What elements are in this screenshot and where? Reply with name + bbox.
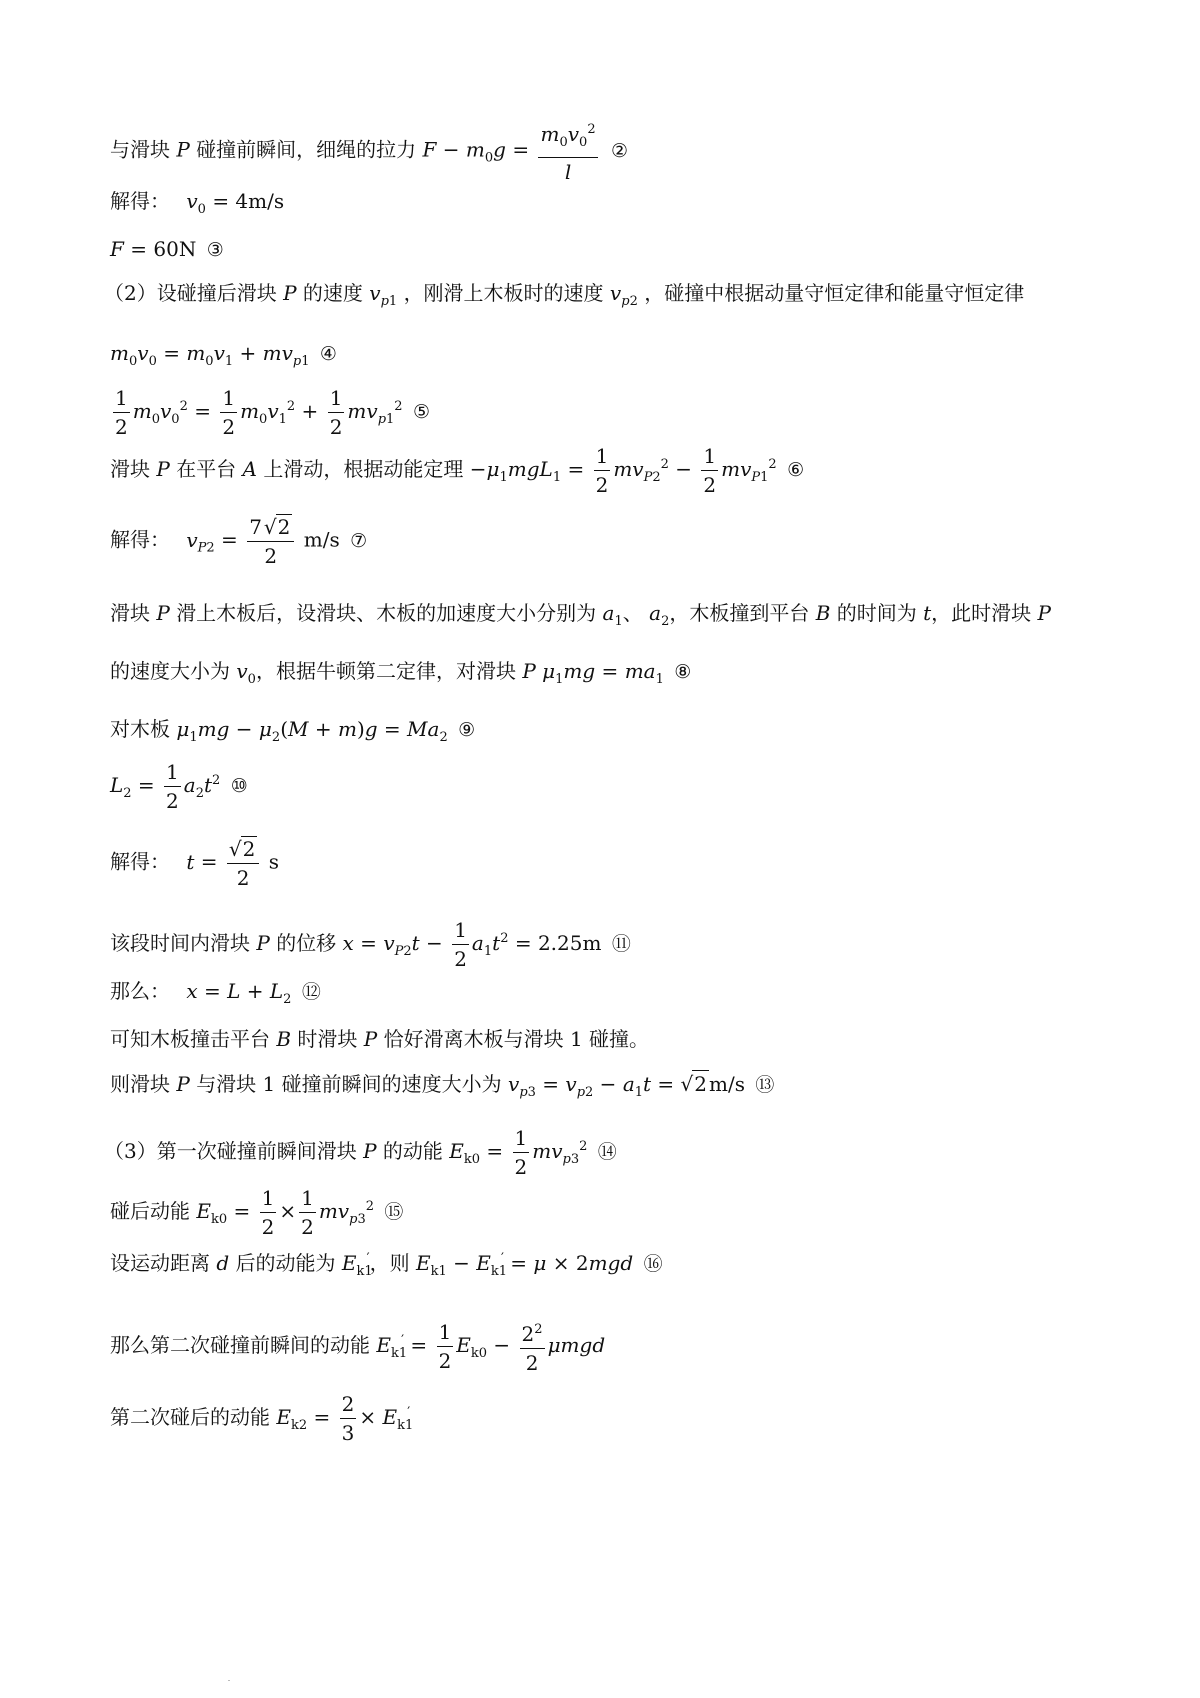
line-second-collision-after: 第二次碰后的动能 $E_{k2}$ = $\frac{2}{3}$ × $E_{k1}'$ <box>110 1392 414 1445</box>
equation-marker: ⑯ <box>643 1253 663 1275</box>
equation-marker: ⑪ <box>611 933 631 955</box>
line-part2-intro: （2）设碰撞后滑块 P 的速度 $v_{p1}$ ，刚滑上木板时的速度 $v_{p2}$ ，碰撞中根据动量守恒定律和能量守恒定律 <box>104 281 1025 309</box>
line-momentum-equation: $m_0v_0 = m_0v_1 + mv_{p1}$ ④ <box>110 341 337 369</box>
equation-marker: ⑦ <box>350 529 368 552</box>
line-energy-after-distance: 设运动距离 d 后的动能为 $E_{k1}'$，则 $E_{k1} - E_{k1}' = \mu \times 2mgd$ ⑯ <box>110 1251 663 1279</box>
line-newton-slider: 的速度大小为 $v_0$，根据牛顿第二定律，对滑块 P $\mu_1mg = ma_1$ ⑧ <box>110 659 692 687</box>
line-second-collision-before: 那么第二次碰撞前瞬间的动能 $E_{k1}'$ = $\frac{1}{2}$ $E_{k0}$ − $\frac{2^2}{2}$ μmgd <box>110 1320 606 1375</box>
line-solve-v0: 解得： $v_0 = 4m/s$ <box>110 189 285 217</box>
line-post-collision-energy: 碰后动能 $E_{k0}$ = $\frac{1}{2}$ × $\frac{1}{2}$ $mv_{p3}^2$ ⑮ <box>110 1186 404 1239</box>
line-slider-displacement: 该段时间内滑块 P 的位移 $x = v_{P2}t$ − $\frac{1}{2}$ $a_1t^2 = 2.25m$ ⑪ <box>110 918 631 971</box>
page-mark <box>228 1680 230 1681</box>
line-work-energy-theorem: 滑块 P 在平台 A 上滑动，根据动能定理 $-\mu_1mgL_1$ = $\frac{1}{2}$ $mv_{P2}^2$ − $\frac{1}{2}$ $mv_{P1}^2$ ⑥ <box>110 444 805 497</box>
line-solve-F: F = 60N ③ <box>110 237 224 261</box>
equation-marker: ⑨ <box>458 719 476 741</box>
equation-marker: ⑬ <box>755 1074 775 1096</box>
line-board-displacement: $L_2$ = $\frac{1}{2}$ $a_2t^2$ ⑩ <box>110 760 248 813</box>
line-board-setup: 滑块 P 滑上木板后，设滑块、木板的加速度大小分别为 $a_1$、 $a_2$，木板撞到平台 B 的时间为 t，此时滑块 P <box>110 601 1051 629</box>
line-newton-board: 对木板 $\mu_1mg - \mu_2(M + m)g = Ma_2$ ⑨ <box>110 717 476 745</box>
line-velocity-vp3: 则滑块 P 与滑块 1 碰撞前瞬间的速度大小为 $v_{p3} = v_{p2} - a_1t = √2$ m/s ⑬ <box>110 1072 775 1100</box>
equation-marker: ⑭ <box>597 1141 617 1163</box>
equation-marker: ④ <box>319 343 337 365</box>
equation-marker: ② <box>610 139 628 162</box>
equation-marker: ⑧ <box>674 661 692 683</box>
fraction: $\frac{m_0v_0^2}{l}$ <box>538 118 597 184</box>
line-solve-vp2: 解得： $v_{P2}$ = $\frac{7 √2}{2}$ m/s ⑦ <box>110 515 368 568</box>
equation-marker: ⑤ <box>412 401 430 423</box>
equation-marker: ⑩ <box>230 775 248 797</box>
line-conclusion: 可知木板撞击平台 B 时滑块 P 恰好滑离木板与滑块 1 碰撞。 <box>110 1027 650 1051</box>
line-tension-equation: 与滑块 P 碰撞前瞬间，细绳的拉力 $F - m_0g$ = $\frac{m_0v_0^2}{l}$ ② <box>110 118 628 184</box>
line-solve-t: 解得： t = $\frac{√2}{2}$ s <box>110 837 279 890</box>
line-energy-equation: $\frac{1}{2}$ $m_0v_0^2$ = $\frac{1}{2}$ $m_0v_1^2$ + $\frac{1}{2}$ $mv_{p1}^2$ ⑤ <box>115 386 430 439</box>
equation-marker: ⑫ <box>301 981 321 1003</box>
line-part3-kinetic-energy: （3）第一次碰撞前瞬间滑块 P 的动能 $E_{k0}$ = $\frac{1}{2}$ $mv_{p3}^2$ ⑭ <box>104 1126 617 1179</box>
equation-marker: ⑥ <box>787 459 805 481</box>
line-position-relation: 那么： $x = L + L_2$ ⑫ <box>110 979 321 1007</box>
equation-marker: ③ <box>206 239 224 261</box>
equation-marker: ⑮ <box>384 1201 404 1223</box>
